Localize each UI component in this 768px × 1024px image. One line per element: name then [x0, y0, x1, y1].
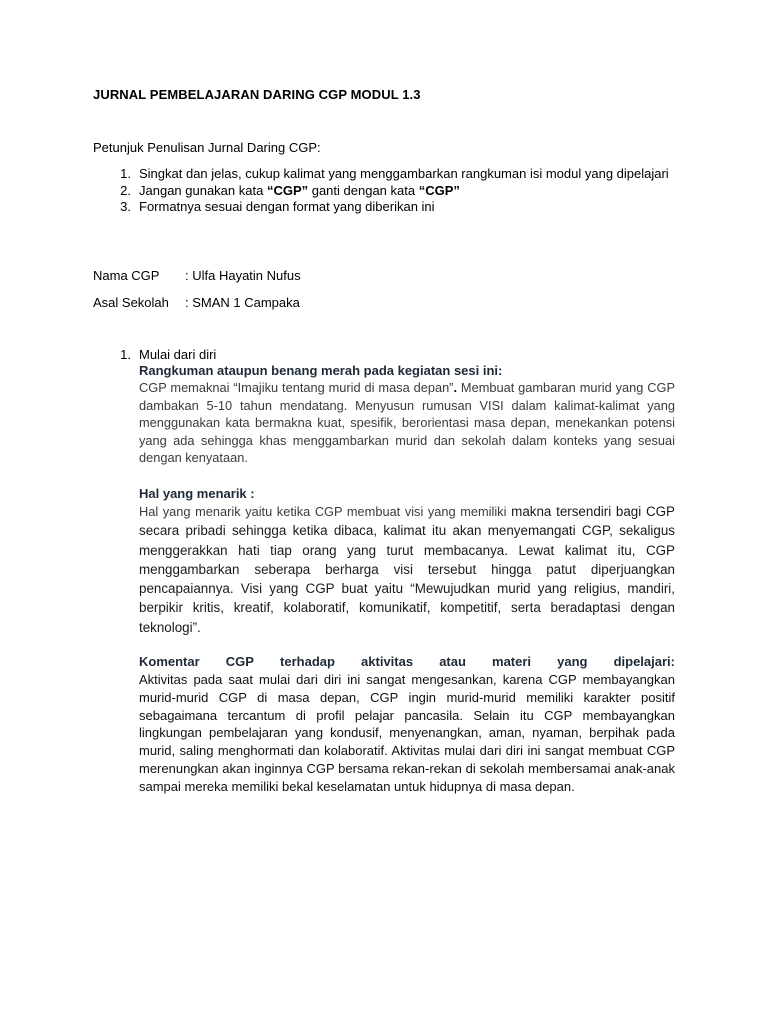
instructions-list: [93, 166, 675, 216]
list-number: 3.: [120, 199, 131, 214]
comment-paragraph: Aktivitas pada saat mulai dari diri ini sangat mengesankan, karena CGP membayangkan murid-murid CGP di masa depan, CGP ingin murid-murid memiliki karakter positif sebagaimana tercantum di profil pelajar pancasila. Selain itu CGP membayangkan lingkungan pembelajaran yang kondusif, menyenangkan, aman, nyaman, berpihak pada murid, saling menghormati dan kolaboratif. Aktivitas mulai dari diri ini sangat membuat CGP merenungkan akan inginnya CGP bersama rekan-rekan di sekolah membersamai anak-anak sampai mereka memiliki bekal keselamatan untuk hidupnya di masa depan.: [139, 672, 675, 794]
comment-heading-word: aktivitas: [361, 654, 414, 670]
comment-heading-word: yang: [557, 654, 588, 670]
comment-heading-word: CGP: [225, 654, 254, 670]
section-title: Mulai dari diri: [139, 347, 217, 362]
list-item: [93, 199, 675, 216]
summary-rest: Membuat gambaran murid yang CGP dambakan 5-10 tahun mendatang. Menyusun rumusan VISI dalam kalimat-kalimat yang menggunakan kata bermakna kuat, spesifik, berorientasi masa depan, menekankan potensi yang ada sehingga khas menggambarkan murid dan sekolah dalam konteks yang sesuai dengan kenyataan.: [139, 380, 675, 466]
school-value: : SMAN 1 Campaka: [185, 295, 300, 310]
summary-paragraph: [139, 379, 675, 467]
name-field: [93, 268, 301, 283]
instructions-heading: Petunjuk Penulisan Jurnal Daring CGP:: [93, 140, 321, 155]
school-field: [93, 295, 300, 310]
comment-heading-word: dipelajari:: [613, 654, 675, 670]
summary-lead: CGP memaknai “Imajiku tentang murid di masa depan”: [139, 380, 454, 395]
list-text: Singkat dan jelas, cukup kalimat yang menggambarkan rangkuman isi modul yang dipelajari: [139, 166, 669, 181]
school-label: Asal Sekolah: [93, 295, 169, 310]
bold-term: “CGP”: [418, 182, 460, 198]
name-value: : Ulfa Hayatin Nufus: [185, 268, 301, 283]
interesting-rest: makna tersendiri bagi CGP secara pribadi sehingga ketika dibaca, kalimat itu akan menyemangati CGP, sekaligus menggerakkan hati tiap orang yang turut membacanya. Lewat kalimat itu, CGP menggambarkan seberapa berharga visi tersebut hingga patut diperjuangkan pencapaiannya. Visi yang CGP buat yaitu “Mewujudkan murid yang religius, mandiri, berpikir kritis, kreatif, kolaboratif, komunikatif, kompetitif, serta beradaptasi dengan teknologi”.: [139, 503, 675, 635]
comment-heading-word: Komentar: [139, 654, 200, 670]
list-text-part: Jangan gunakan kata: [139, 182, 267, 198]
interesting-paragraph: [139, 502, 675, 637]
section-heading: [93, 347, 675, 362]
list-item: [93, 166, 675, 183]
section-mulai-dari-diri: [93, 347, 675, 796]
list-text-part: ganti dengan kata: [308, 182, 419, 198]
comment-heading-word: terhadap: [280, 654, 335, 670]
interesting-lead: Hal yang menarik yaitu ketika CGP membuat visi yang memiliki: [139, 503, 507, 519]
section-number: 1.: [120, 347, 131, 362]
name-label: Nama CGP: [93, 268, 160, 283]
section-body: [139, 362, 675, 796]
summary-heading: Rangkuman ataupun benang merah pada kegiatan sesi ini:: [139, 363, 503, 378]
document-title: JURNAL PEMBELAJARAN DARING CGP MODUL 1.3: [93, 87, 421, 102]
list-number: 1.: [120, 166, 131, 181]
bold-term: “CGP”: [266, 182, 309, 198]
list-item: [93, 183, 675, 200]
list-text: Formatnya sesuai dengan format yang diberikan ini: [139, 199, 435, 214]
list-text: [139, 183, 675, 200]
comment-heading: [139, 653, 675, 671]
comment-heading-word: materi: [492, 654, 532, 670]
comment-heading-word: atau: [439, 654, 466, 670]
summary-dot: .: [453, 380, 458, 395]
interesting-heading: Hal yang menarik :: [139, 485, 255, 501]
list-number: 2.: [120, 182, 131, 198]
